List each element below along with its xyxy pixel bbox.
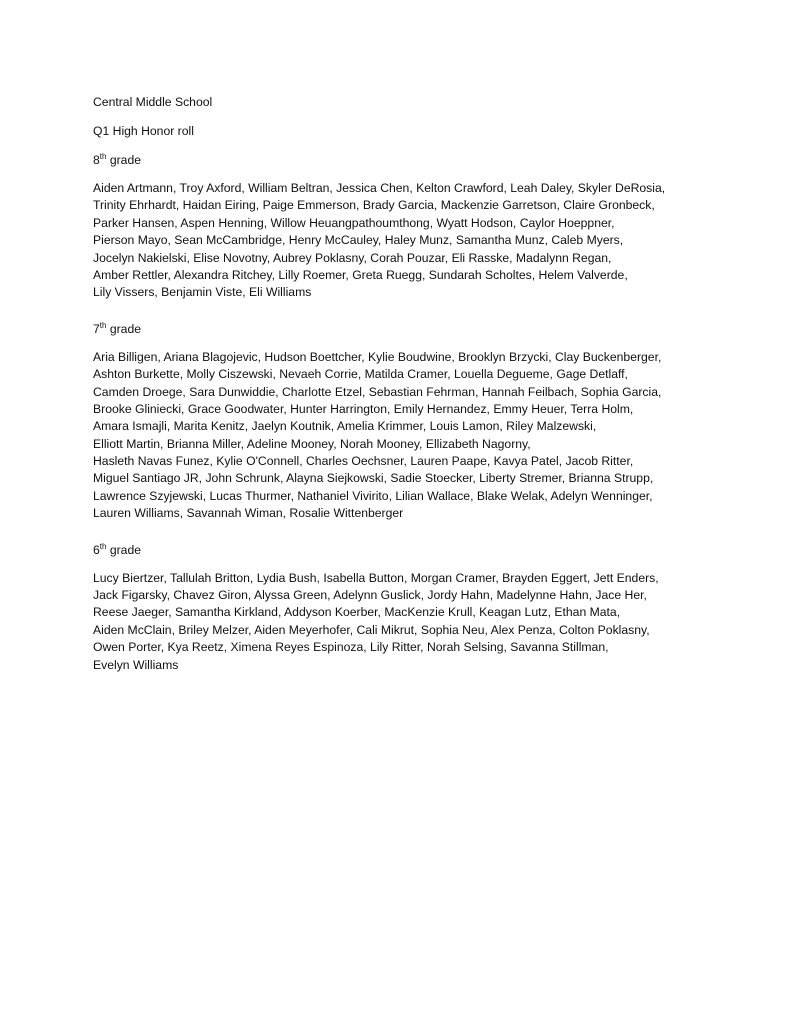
name-line: Lucy Biertzer, Tallulah Britton, Lydia Bush, Isabella Button, Morgan Cramer, Brayden Eggert, Jett Enders, xyxy=(93,570,659,585)
name-line: Parker Hansen, Aspen Henning, Willow Heuangpathoumthong, Wyatt Hodson, Caylor Hoeppner, xyxy=(93,215,615,230)
document-page xyxy=(93,93,733,674)
name-line: Brooke Gliniecki, Grace Goodwater, Hunter Harrington, Emily Hernandez, Emmy Heuer, Terra Holm, xyxy=(93,401,634,416)
name-line: Camden Droege, Sara Dunwiddie, Charlotte Etzel, Sebastian Fehrman, Hannah Feilbach, Sophia Garcia, xyxy=(93,384,662,399)
name-line: Lawrence Szyjewski, Lucas Thurmer, Nathaniel Vivirito, Lilian Wallace, Blake Welak, Adelyn Wenninger, xyxy=(93,488,653,503)
grade-suffix: th xyxy=(99,152,107,161)
name-line: Miguel Santiago JR, John Schrunk, Alayna Siejkowski, Sadie Stoecker, Liberty Stremer, Brianna Strupp, xyxy=(93,471,654,486)
grade-suffix: th xyxy=(99,541,107,551)
name-line: Elliott Martin, Brianna Miller, Adeline Mooney, Norah Mooney, Ellizabeth Nagorny, xyxy=(93,436,531,451)
grade-heading-6 xyxy=(93,541,733,559)
name-line: Reese Jaeger, Samantha Kirkland, Addyson Koerber, MacKenzie Krull, Keagan Lutz, Ethan Mata, xyxy=(93,605,621,620)
name-line: Ashton Burkette, Molly Ciszewski, Nevaeh Corrie, Matilda Cramer, Louella Degueme, Gage Detlaff, xyxy=(93,367,628,382)
name-line: Jack Figarsky, Chavez Giron, Alyssa Green, Adelynn Guslick, Jordy Hahn, Madelynne Hahn, Jace Her, xyxy=(93,588,647,603)
student-list-7th xyxy=(93,349,733,523)
name-line: Aiden Artmann, Troy Axford, William Beltran, Jessica Chen, Kelton Crawford, Leah Daley, Skyler DeRosia, xyxy=(93,181,666,195)
grade-number: 6 xyxy=(93,542,100,557)
grade-heading-8 xyxy=(93,151,733,169)
list-title: Q1 High Honor roll xyxy=(93,124,194,138)
name-line: Amara Ismajli, Marita Kenitz, Jaelyn Koutnik, Amelia Krimmer, Louis Lamon, Riley Malzewski, xyxy=(93,419,597,434)
name-line: Trinity Ehrhardt, Haidan Eiring, Paige Emmerson, Brady Garcia, Mackenzie Garretson, Claire Gronbeck, xyxy=(93,198,655,213)
name-line: Hasleth Navas Funez, Kylie O'Connell, Charles Oechsner, Lauren Paape, Kavya Patel, Jacob Ritter, xyxy=(93,454,634,469)
grade-heading-7 xyxy=(93,320,733,338)
name-line: Pierson Mayo, Sean McCambridge, Henry McCauley, Haley Munz, Samantha Munz, Caleb Myers, xyxy=(93,233,624,248)
grade-number: 8 xyxy=(93,153,100,167)
school-name: Central Middle School xyxy=(93,95,213,109)
name-line: Lauren Williams, Savannah Wiman, Rosalie Wittenberger xyxy=(93,506,404,521)
name-line: Evelyn Williams xyxy=(93,657,179,672)
name-line: Lily Vissers, Benjamin Viste, Eli Williams xyxy=(93,285,312,300)
grade-word: grade xyxy=(106,542,142,557)
name-line: Owen Porter, Kya Reetz, Ximena Reyes Espinoza, Lily Ritter, Norah Selsing, Savanna Stillman, xyxy=(93,640,609,655)
grade-suffix: th xyxy=(99,320,107,330)
grade-word: grade xyxy=(106,321,142,336)
name-line: Aria Billigen, Ariana Blagojevic, Hudson Boettcher, Kylie Boudwine, Brooklyn Brzycki, Clay Buckenberger, xyxy=(93,349,662,364)
name-line: Amber Rettler, Alexandra Ritchey, Lilly Roemer, Greta Ruegg, Sundarah Scholtes, Helem Valverde, xyxy=(93,267,628,282)
name-line: Aiden McClain, Briley Melzer, Aiden Meyerhofer, Cali Mikrut, Sophia Neu, Alex Penza, Colton Poklasny, xyxy=(93,622,650,637)
name-line: Jocelyn Nakielski, Elise Novotny, Aubrey Poklasny, Corah Pouzar, Eli Rasske, Madalynn Regan, xyxy=(93,250,612,265)
student-list-6th xyxy=(93,570,733,674)
grade-word: grade xyxy=(106,153,142,167)
student-list-8th xyxy=(93,180,733,302)
grade-number: 7 xyxy=(93,321,100,336)
